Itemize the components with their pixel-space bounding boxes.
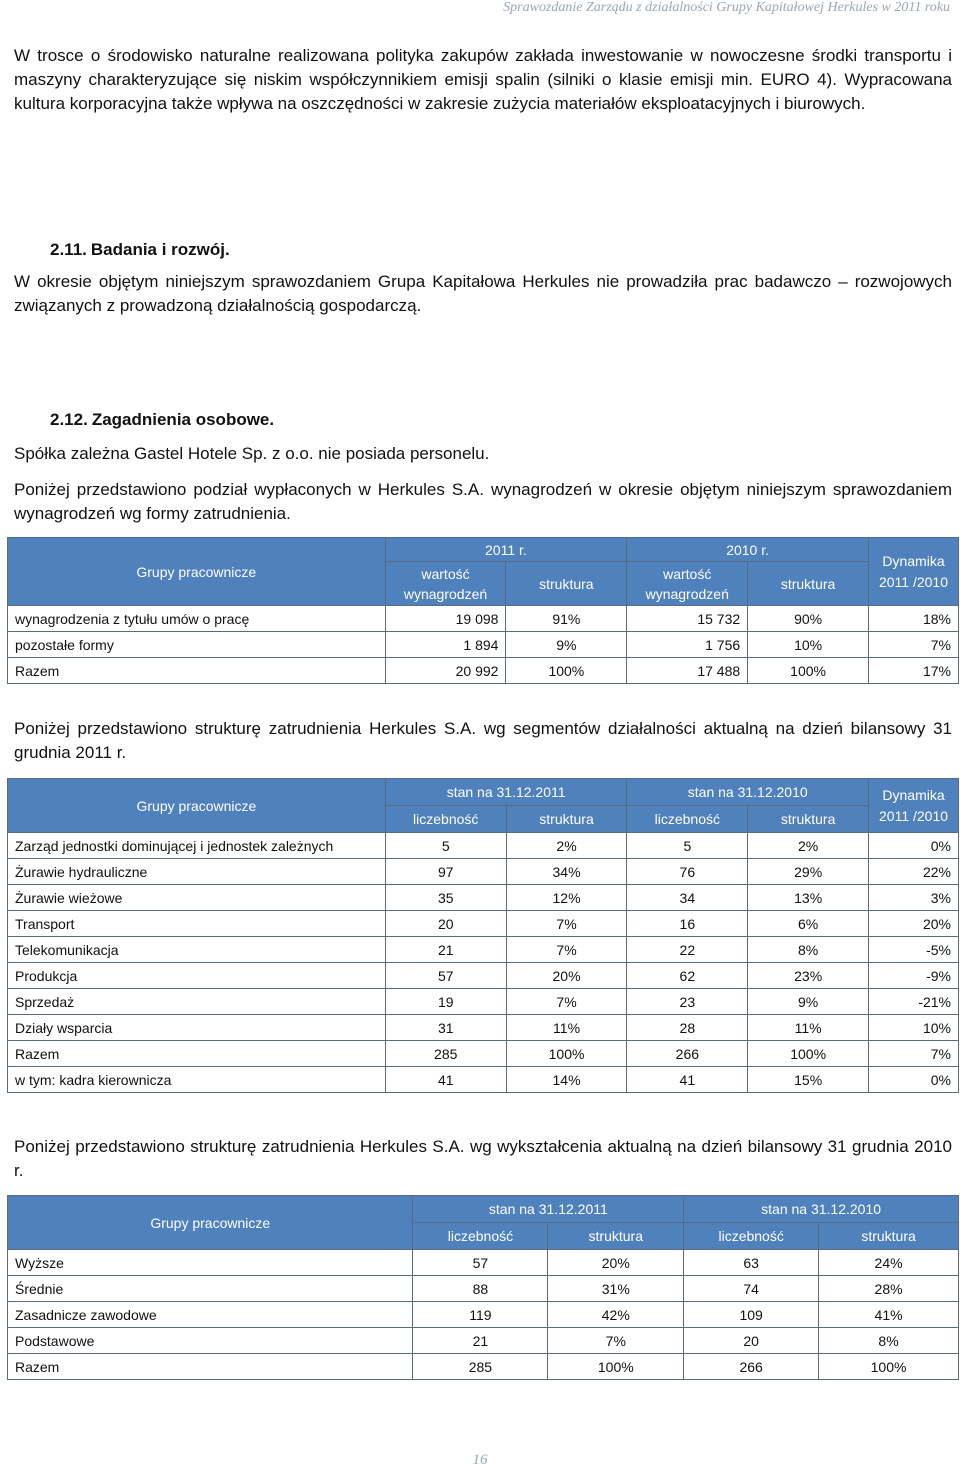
table-cell: 100% [748,658,869,684]
table-cell: 20% [869,911,959,937]
section-number: 2.12. [50,410,88,429]
table-cell: 7% [506,937,627,963]
table-cell: -21% [869,989,959,1015]
header-dynamics: Dynamika 2011 /2010 [868,538,958,606]
table-cell: 11% [748,1015,869,1041]
row-label: Transport [8,911,386,937]
table-row [8,632,959,658]
table-cell: 31% [548,1276,684,1302]
table-row [8,606,959,632]
row-label: Zasadnicze zawodowe [8,1302,413,1328]
table-cell: 17% [868,658,958,684]
header-year-2011: 2011 r. [385,538,627,562]
table-row [8,1041,959,1067]
table-cell: 21 [385,937,506,963]
table-cell: 12% [506,885,627,911]
section-heading-personnel [50,410,274,430]
table-cell: 76 [627,859,748,885]
table-cell: 23 [627,989,748,1015]
table-cell: 2% [748,833,869,859]
header-structure: struktura [506,806,627,833]
row-label: Sprzedaż [8,989,386,1015]
table-cell: 1 756 [627,632,748,658]
table-row [8,859,959,885]
table-cell: 91% [506,606,627,632]
table-cell: 0% [869,833,959,859]
table-cell: 266 [684,1354,819,1380]
table-cell: 9% [748,989,869,1015]
header-structure: struktura [548,1223,684,1250]
table-cell: 7% [868,632,958,658]
table-cell: 15% [748,1067,869,1093]
header-count: liczebność [627,806,748,833]
table-cell: 34% [506,859,627,885]
row-label: pozostałe formy [8,632,386,658]
row-label: Razem [8,1041,386,1067]
table-cell: 7% [548,1328,684,1354]
row-label: Podstawowe [8,1328,413,1354]
table-cell: 41 [385,1067,506,1093]
table-cell: 6% [748,911,869,937]
table-cell: 29% [748,859,869,885]
table-cell: 41% [819,1302,959,1328]
paragraph-subsidiary: Spółka zależna Gastel Hotele Sp. z o.o. nie posiada personelu. [14,444,490,463]
table-cell: 23% [748,963,869,989]
header-structure: struktura [748,562,869,606]
row-label: Średnie [8,1276,413,1302]
row-label: Produkcja [8,963,386,989]
table-row [8,989,959,1015]
table-cell: 41 [627,1067,748,1093]
table-row [8,963,959,989]
section-number: 2.11. [50,240,87,259]
table-cell: 62 [627,963,748,989]
row-label: Razem [8,658,386,684]
table-cell: 74 [684,1276,819,1302]
table-employment-education [7,1195,959,1380]
row-label: wynagrodzenia z tytułu umów o pracę [8,606,386,632]
table-cell: 5 [627,833,748,859]
header-structure: struktura [506,562,627,606]
table-cell: 109 [684,1302,819,1328]
table-cell: 63 [684,1250,819,1276]
table-cell: 266 [627,1041,748,1067]
table-cell: 17 488 [627,658,748,684]
table-cell: 100% [506,1041,627,1067]
header-year-2010: 2010 r. [627,538,869,562]
table-row [8,1250,959,1276]
header-groups: Grupy pracownicze [8,538,386,606]
table-cell: 35 [385,885,506,911]
row-label: Wyższe [8,1250,413,1276]
table-cell: 20 992 [385,658,506,684]
table-cell: 5 [385,833,506,859]
table-cell: -9% [869,963,959,989]
table-cell: 57 [385,963,506,989]
row-label: Razem [8,1354,413,1380]
table-cell: 42% [548,1302,684,1328]
header-state-2010: stan na 31.12.2010 [684,1196,959,1223]
table-cell: 10% [869,1015,959,1041]
table-cell: 20% [548,1250,684,1276]
table-cell: 22% [869,859,959,885]
table-cell: 28% [819,1276,959,1302]
table-row [8,885,959,911]
running-header: Sprawozdanie Zarządu z działalności Grupy Kapitałowej Herkules w 2011 roku [503,0,950,15]
table-cell: 7% [506,911,627,937]
table-cell: 19 [385,989,506,1015]
table-row [8,1276,959,1302]
table-cell: 20 [385,911,506,937]
table-cell: 7% [506,989,627,1015]
table-cell: 18% [868,606,958,632]
header-state-2010: stan na 31.12.2010 [627,779,869,806]
table-cell: 7% [869,1041,959,1067]
table-cell: 88 [413,1276,548,1302]
section-heading-research [50,240,230,260]
paragraph-salaries-intro: Poniżej przedstawiono podział wypłaconych w Herkules S.A. wynagrodzeń w okresie objętym niniejszym sprawozdaniem wynagrodzeń wg formy zatrudnienia. [14,480,952,523]
table-cell: 3% [869,885,959,911]
table-row [8,1302,959,1328]
header-dynamics: Dynamika 2011 /2010 [869,779,959,833]
header-groups: Grupy pracownicze [8,779,386,833]
paragraph-education-intro: Poniżej przedstawiono strukturę zatrudnienia Herkules S.A. wg wykształcenia aktualną na dzień bilansowy 31 grudnia 2010 r. [14,1137,952,1180]
table-row [8,1354,959,1380]
header-structure: struktura [819,1223,959,1250]
page-number: 16 [472,1452,488,1468]
header-count: liczebność [385,806,506,833]
header-state-2011: stan na 31.12.2011 [385,779,627,806]
table-cell: 34 [627,885,748,911]
table-cell: 100% [819,1354,959,1380]
table-employment-segments [7,778,959,1093]
table-cell: 10% [748,632,869,658]
table-cell: 100% [748,1041,869,1067]
row-label: Telekomunikacja [8,937,386,963]
table-cell: 285 [413,1354,548,1380]
row-label: Żurawie hydrauliczne [8,859,386,885]
row-label: w tym: kadra kierownicza [8,1067,386,1093]
table-cell: 8% [748,937,869,963]
header-state-2011: stan na 31.12.2011 [413,1196,684,1223]
table-row [8,1015,959,1041]
table-cell: 21 [413,1328,548,1354]
section-title: Badania i rozwój. [90,240,230,259]
table-cell: 57 [413,1250,548,1276]
table-cell: 8% [819,1328,959,1354]
table-cell: 1 894 [385,632,506,658]
table-cell: 119 [413,1302,548,1328]
table-cell: 22 [627,937,748,963]
table-cell: 11% [506,1015,627,1041]
table-cell: 90% [748,606,869,632]
table-cell: 20 [684,1328,819,1354]
table-cell: 2% [506,833,627,859]
table-cell: 19 098 [385,606,506,632]
table-cell: 28 [627,1015,748,1041]
table-cell: 0% [869,1067,959,1093]
header-count: liczebność [684,1223,819,1250]
header-value: wartość wynagrodzeń [385,562,506,606]
table-row [8,1067,959,1093]
table-cell: 24% [819,1250,959,1276]
table-cell: 15 732 [627,606,748,632]
row-label: Zarząd jednostki dominującej i jednostek zależnych [8,833,386,859]
table-cell: 13% [748,885,869,911]
table-cell: -5% [869,937,959,963]
table-cell: 9% [506,632,627,658]
paragraph-research: W okresie objętym niniejszym sprawozdaniem Grupa Kapitałowa Herkules nie prowadziła prac badawczo – rozwojowych związanych z prowadzoną działalnością gospodarczą. [14,272,952,315]
table-row [8,1328,959,1354]
header-structure: struktura [748,806,869,833]
table-row [8,833,959,859]
table-cell: 100% [548,1354,684,1380]
paragraph-environment: W trosce o środowisko naturalne realizowana polityka zakupów zakłada inwestowanie w nowoczesne środki transportu i maszyny charakteryzujące się niskim współczynnikiem emisji spalin (silniki o klasie emisji min. EURO 4). Wypracowana kultura korporacyjna także wpływa na oszczędności w zakresie zużycia materiałów eksploatacyjnych i biurowych. [14,46,952,113]
table-row [8,911,959,937]
table-cell: 97 [385,859,506,885]
paragraph-segments-intro: Poniżej przedstawiono strukturę zatrudnienia Herkules S.A. wg segmentów działalności aktualną na dzień bilansowy 31 grudnia 2011 r. [14,719,952,762]
table-cell: 16 [627,911,748,937]
header-count: liczebność [413,1223,548,1250]
row-label: Działy wsparcia [8,1015,386,1041]
table-cell: 14% [506,1067,627,1093]
header-groups: Grupy pracownicze [8,1196,413,1250]
table-row [8,937,959,963]
table-row [8,658,959,684]
table-salaries [7,537,959,684]
section-title: Zagadnienia osobowe. [91,410,275,429]
table-cell: 31 [385,1015,506,1041]
table-cell: 100% [506,658,627,684]
header-value: wartość wynagrodzeń [627,562,748,606]
table-cell: 285 [385,1041,506,1067]
row-label: Żurawie wieżowe [8,885,386,911]
table-cell: 20% [506,963,627,989]
